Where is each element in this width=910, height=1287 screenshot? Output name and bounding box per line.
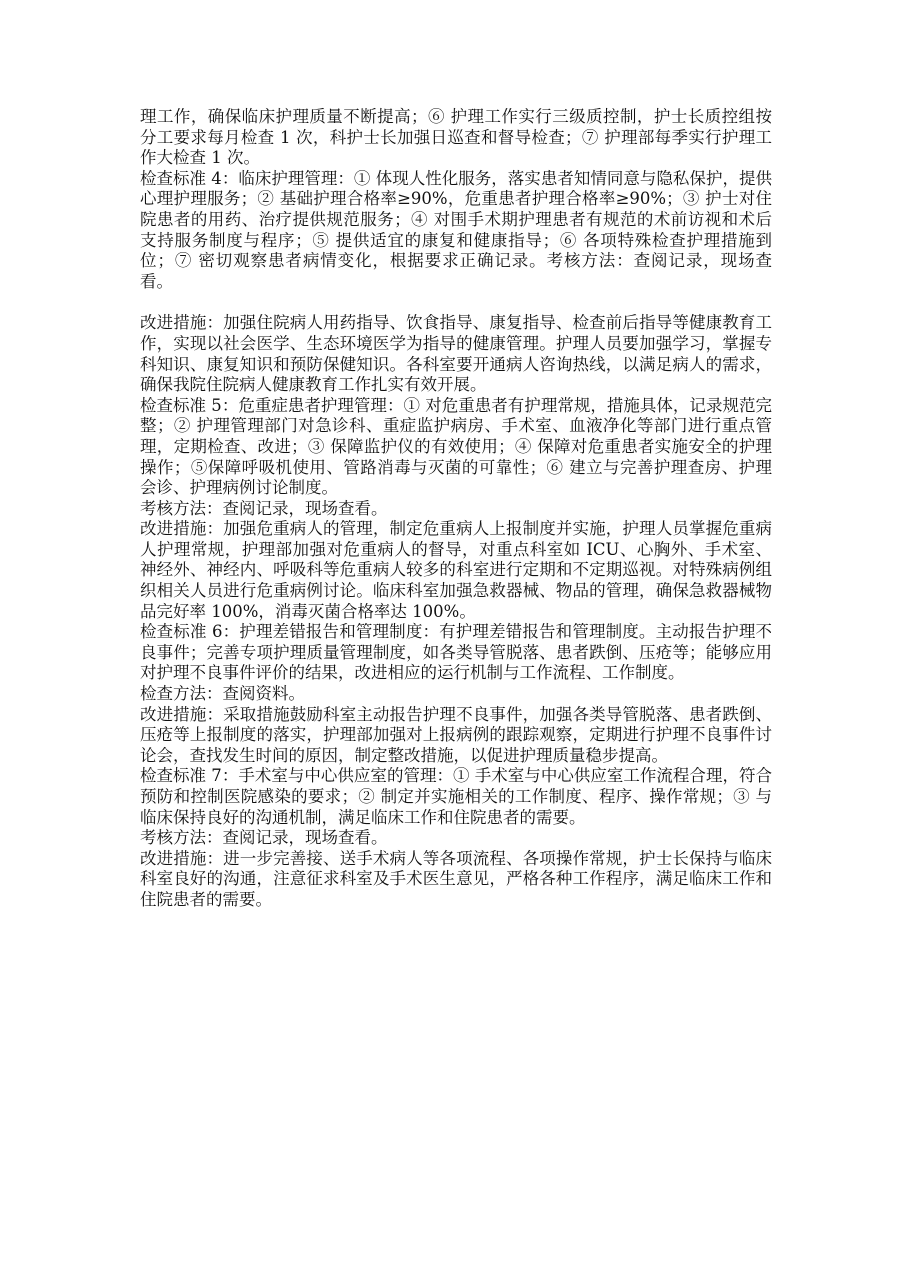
paragraph-improvement-7: 改进措施：进一步完善接、送手术病人等各项流程、各项操作常规，护士长保持与临床科室良好的沟通，注意征求科室及手术医生意见，严格各种工作程序，满足临床工作和住院患者的需要。 (140, 848, 772, 909)
paragraph-standard-7: 检查标准 7：手术室与中心供应室的管理：① 手术室与中心供应室工作流程合理，符合预防和控制医院感染的要求；② 制定并实施相关的工作制度、程序、操作常规；③ 与临床保持良好的沟通机制，满足临床工作和住院患者的需要。 (140, 766, 772, 827)
paragraph-improvement-4: 改进措施：加强住院病人用药指导、饮食指导、康复指导、检查前后指导等健康教育工作，实现以社会医学、生态环境医学为指导的健康管理。护理人员要加强学习，掌握专科知识、康复知识和预防保健知识。各科室要开通病人咨询热线，以满足病人的需求，确保我院住院病人健康教育工作扎实有效开展。 (140, 313, 772, 395)
paragraph-method-6: 检查方法：查阅资料。 (140, 684, 305, 704)
paragraph-method-7: 考核方法：查阅记录，现场查看。 (140, 828, 388, 848)
paragraph-standard-5: 检查标准 5：危重症患者护理管理：① 对危重患者有护理常规，措施具体，记录规范完整；② 护理管理部门对急诊科、重症监护病房、手术室、血液净化等部门进行重点管理，定期检查、改进；③ 保障监护仪的有效使用；④ 保障对危重患者实施安全的护理操作；⑤保障呼吸机使用、管路消毒与灭菌的可靠性；⑥ 建立与完善护理查房、护理会诊、护理病例讨论制度。 (140, 395, 772, 498)
paragraph-standard-4: 检查标准 4：临床护理管理：① 体现人性化服务，落实患者知情同意与隐私保护，提供心理护理服务；② 基础护理合格率≥90%，危重患者护理合格率≥90%；③ 护士对住院患者的用药、治疗提供规范服务；④ 对围手术期护理患者有规范的术前访视和术后支持服务制度与程序；⑤ 提供适宜的康复和健康指导；⑥ 各项特殊检查护理措施到位；⑦ 密切观察患者病情变化，根据要求正确记录。考核方法：查阅记录，现场查看。 (140, 168, 772, 291)
paragraph-standard-6: 检查标准 6：护理差错报告和管理制度：有护理差错报告和管理制度。主动报告护理不良事件；完善专项护理质量管理制度，如各类导管脱落、患者跌倒、压疮等；能够应用对护理不良事件评价的结果，改进相应的运行机制与工作流程、工作制度。 (140, 622, 772, 683)
paragraph-continuation: 理工作，确保临床护理质量不断提高；⑥ 护理工作实行三级质控制，护士长质控组按分工要求每月检查 1 次，科护士长加强日巡查和督导检查；⑦ 护理部每季实行护理工作大检查 1 次。 (140, 107, 772, 168)
paragraph-method-5: 考核方法：查阅记录，现场查看。 (140, 498, 388, 518)
paragraph-improvement-6: 改进措施：采取措施鼓励科室主动报告护理不良事件，加强各类导管脱落、患者跌倒、压疮等上报制度的落实，护理部加强对上报病例的跟踪观察，定期进行护理不良事件讨论会，查找发生时间的原因，制定整改措施，以促进护理质量稳步提高。 (140, 704, 772, 765)
blank-line (140, 292, 772, 313)
document-body (140, 107, 772, 911)
paragraph-improvement-5: 改进措施：加强危重病人的管理，制定危重病人上报制度并实施，护理人员掌握危重病人护理常规，护理部加强对危重病人的督导，对重点科室如 ICU、心胸外、手术室、神经外、神经内、呼吸科等危重病人较多的科室进行定期和不定期巡视。对特殊病例组织相关人员进行危重病例讨论。临床科室加强急救器械、物品的管理，确保急救器械物品完好率 100%，消毒灭菌合格率达 100%。 (140, 519, 772, 621)
